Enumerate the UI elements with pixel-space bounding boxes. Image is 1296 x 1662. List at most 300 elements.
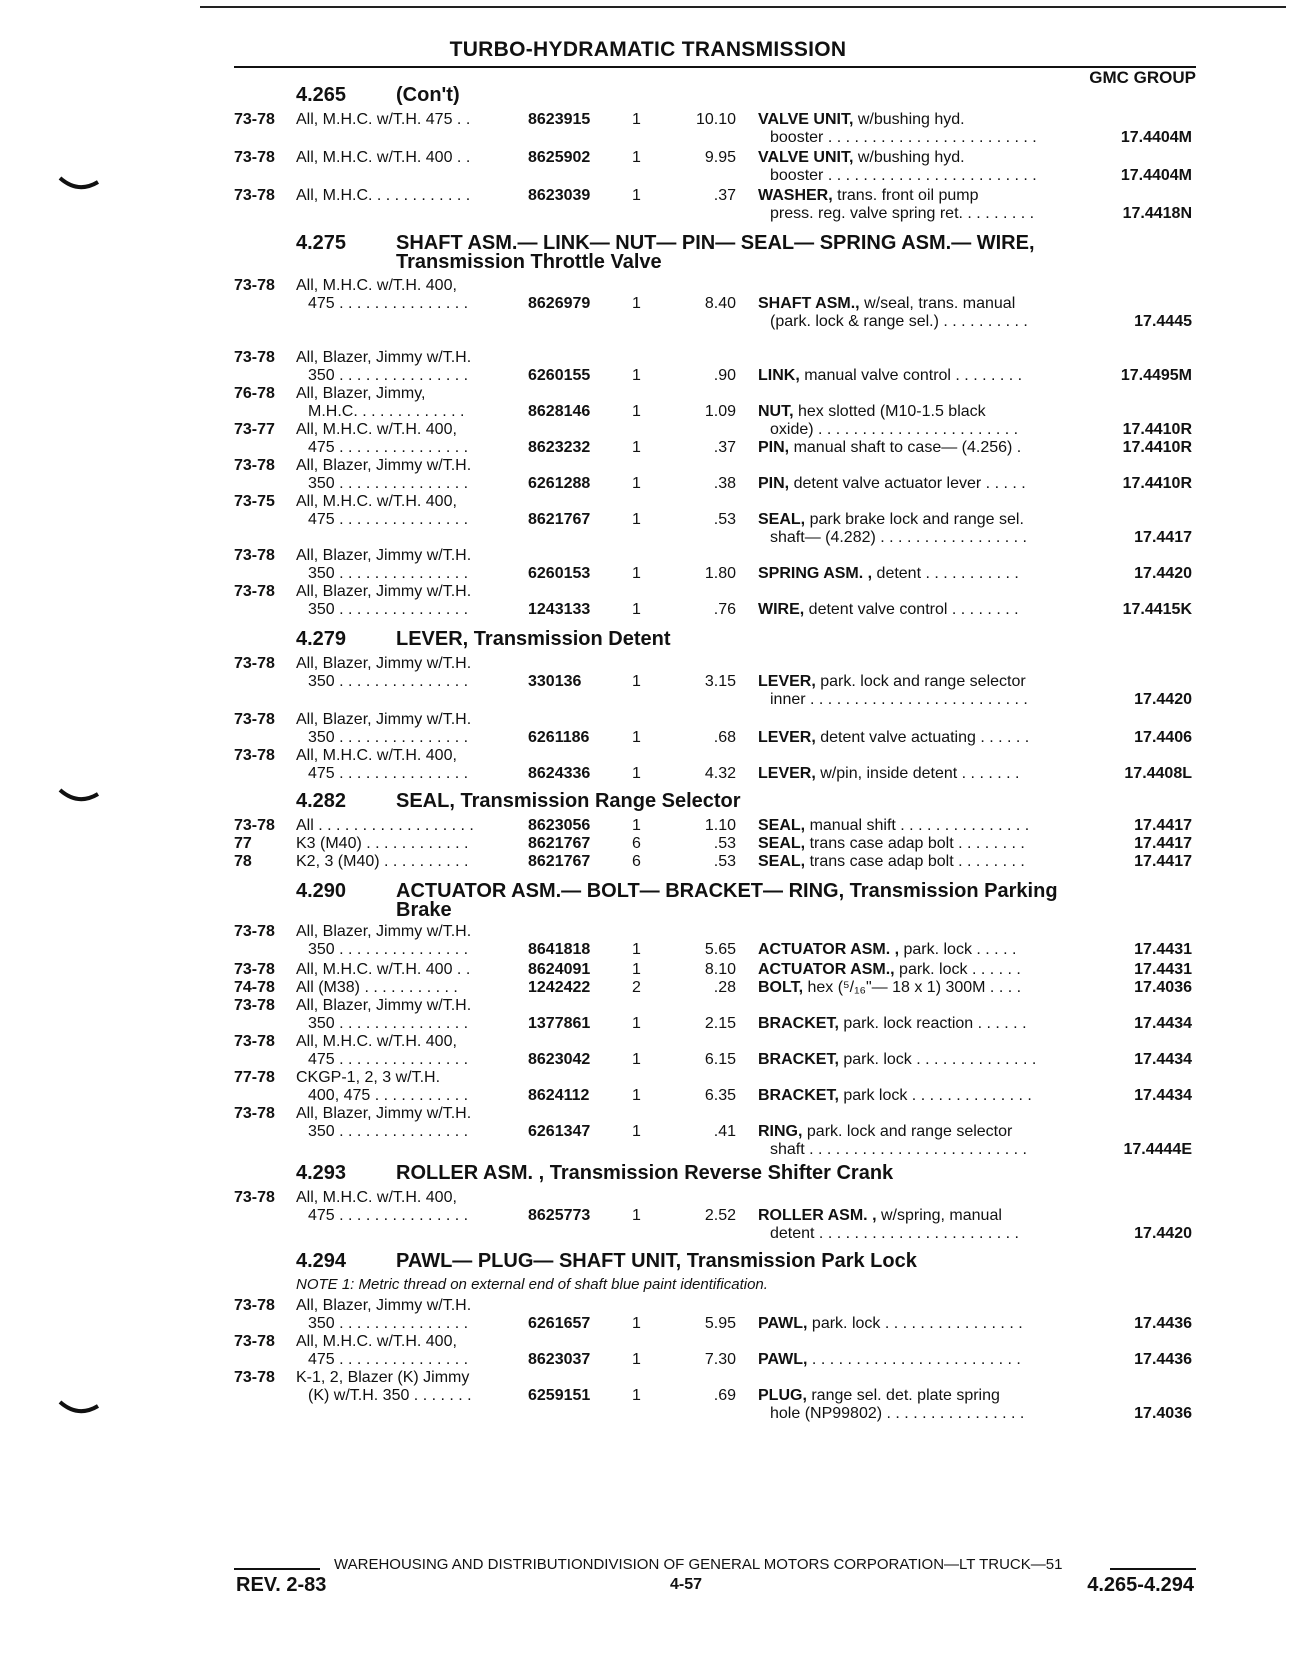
application: All, Blazer, Jimmy, bbox=[296, 385, 426, 402]
application-continued: 475 . . . . . . . . . . . . . . . bbox=[308, 511, 469, 528]
section-heading bbox=[0, 880, 1296, 921]
section-title: (Con't) bbox=[396, 84, 460, 106]
part-name: PAWL, bbox=[758, 1351, 808, 1368]
part-name: PIN, bbox=[758, 439, 790, 456]
application-continued: 350 . . . . . . . . . . . . . . . bbox=[308, 565, 469, 582]
part-number: 6260155 bbox=[528, 367, 591, 384]
part-detail: w/spring, manual bbox=[876, 1207, 1002, 1224]
description-continued: oxide) . . . . . . . . . . . . . . . . . . . . . . . bbox=[770, 421, 1019, 438]
quantity: 1 bbox=[632, 149, 641, 166]
quantity: 1 bbox=[632, 1051, 641, 1068]
part-number: 8623037 bbox=[528, 1351, 591, 1368]
model-years: 73-78 bbox=[234, 349, 275, 366]
quantity: 1 bbox=[632, 601, 641, 618]
description bbox=[758, 672, 1026, 691]
labor-code: 17.4415K bbox=[1122, 601, 1192, 618]
quantity: 1 bbox=[632, 511, 641, 528]
quantity: 1 bbox=[632, 403, 641, 420]
model-years: 74-78 bbox=[234, 979, 275, 996]
application: All (M38) . . . . . . . . . . . bbox=[296, 979, 458, 996]
part-detail: manual shift . . . . . . . . . . . . . . . bbox=[805, 817, 1030, 834]
model-years: 73-78 bbox=[234, 711, 275, 728]
description bbox=[758, 978, 1021, 997]
part-number: 8624112 bbox=[528, 1087, 590, 1104]
quantity: 1 bbox=[632, 1207, 641, 1224]
description bbox=[758, 438, 1021, 457]
application-continued: 475 . . . . . . . . . . . . . . . bbox=[308, 1207, 469, 1224]
price: 2.15 bbox=[704, 1015, 736, 1032]
part-row-line2 bbox=[0, 1314, 1296, 1333]
description bbox=[758, 1206, 1002, 1225]
footer-rule-right bbox=[1110, 1568, 1196, 1570]
part-number: 8623056 bbox=[528, 817, 591, 834]
price: .68 bbox=[713, 729, 736, 746]
price: .69 bbox=[713, 1387, 736, 1404]
part-row bbox=[0, 816, 1296, 835]
part-number: 8624091 bbox=[528, 961, 591, 978]
part-row bbox=[0, 456, 1296, 475]
part-number: 8621767 bbox=[528, 853, 591, 870]
section-title: PAWL— PLUG— SHAFT UNIT, Transmission Park Lock bbox=[396, 1250, 917, 1272]
section-number: 4.265 bbox=[296, 84, 347, 106]
model-years: 73-78 bbox=[234, 747, 275, 764]
description bbox=[758, 402, 986, 421]
part-row bbox=[0, 1032, 1296, 1051]
part-row-line2 bbox=[0, 1050, 1296, 1069]
price: 5.65 bbox=[704, 941, 736, 958]
price: .41 bbox=[713, 1123, 736, 1140]
part-name: BRACKET, bbox=[758, 1051, 839, 1068]
description bbox=[758, 940, 1016, 959]
application: All, M.H.C. w/T.H. 400, bbox=[296, 747, 457, 764]
part-number: 8626979 bbox=[528, 295, 591, 312]
application-continued: 350 . . . . . . . . . . . . . . . bbox=[308, 1315, 469, 1332]
section-title: SHAFT ASM.— LINK— NUT— PIN— SEAL— SPRING ASM.— WIRE, bbox=[396, 232, 1035, 254]
model-years: 76-78 bbox=[234, 385, 275, 402]
model-years: 73-78 bbox=[234, 923, 275, 940]
description bbox=[758, 960, 1021, 979]
labor-code: 17.4404M bbox=[1120, 129, 1192, 146]
application-continued: 350 . . . . . . . . . . . . . . . bbox=[308, 729, 469, 746]
quantity: 1 bbox=[632, 729, 641, 746]
section-number: 4.279 bbox=[296, 628, 347, 650]
description-continued: hole (NP99802) . . . . . . . . . . . . . . . . bbox=[770, 1405, 1025, 1422]
section-title: LEVER, Transmission Detent bbox=[396, 628, 671, 650]
application-continued: 350 . . . . . . . . . . . . . . . bbox=[308, 1123, 469, 1140]
part-name: ACTUATOR ASM., bbox=[758, 961, 895, 978]
labor-code: 17.4408L bbox=[1124, 765, 1192, 782]
part-row bbox=[0, 710, 1296, 729]
part-row bbox=[0, 348, 1296, 367]
section-number: 4.294 bbox=[296, 1250, 347, 1272]
part-number: 8641818 bbox=[528, 941, 591, 958]
labor-code: 17.4420 bbox=[1134, 565, 1192, 582]
application: All, Blazer, Jimmy w/T.H. bbox=[296, 711, 472, 728]
section-number: 4.275 bbox=[296, 232, 347, 254]
part-number: 8628146 bbox=[528, 403, 591, 420]
labor-code: 17.4444E bbox=[1123, 1141, 1192, 1158]
section-title-continued: Brake bbox=[396, 899, 452, 921]
labor-code: 17.4436 bbox=[1134, 1315, 1192, 1332]
part-number: 8623042 bbox=[528, 1051, 591, 1068]
application: All, Blazer, Jimmy w/T.H. bbox=[296, 655, 472, 672]
part-name: SEAL, bbox=[758, 853, 806, 870]
section-number: 4.290 bbox=[296, 880, 347, 902]
labor-code: 17.4495M bbox=[1120, 367, 1192, 384]
part-name: VALVE UNIT, bbox=[758, 149, 854, 166]
part-number: 8625902 bbox=[528, 149, 591, 166]
description-continued: booster . . . . . . . . . . . . . . . . . . . . . . . . bbox=[770, 129, 1037, 146]
application-continued: 400, 475 . . . . . . . . . . . bbox=[308, 1087, 469, 1104]
part-row bbox=[0, 546, 1296, 565]
part-name: PAWL, bbox=[758, 1315, 808, 1332]
part-detail: manual valve control . . . . . . . . bbox=[799, 367, 1023, 384]
model-years: 73-78 bbox=[234, 149, 275, 166]
price: 7.30 bbox=[704, 1351, 736, 1368]
part-row-line2 bbox=[0, 1386, 1296, 1405]
quantity: 6 bbox=[632, 835, 641, 852]
part-number: 8621767 bbox=[528, 835, 591, 852]
application: All, Blazer, Jimmy w/T.H. bbox=[296, 583, 472, 600]
labor-code: 17.4410R bbox=[1122, 475, 1192, 492]
price: 10.10 bbox=[695, 111, 736, 128]
description-continued: inner . . . . . . . . . . . . . . . . . . . . . . . . . bbox=[770, 691, 1028, 708]
section-heading bbox=[0, 1162, 1296, 1186]
price: .53 bbox=[713, 835, 736, 852]
model-years: 73-78 bbox=[234, 583, 275, 600]
application: K3 (M40) . . . . . . . . . . . . bbox=[296, 835, 469, 852]
application-continued: M.H.C. . . . . . . . . . . . . bbox=[308, 403, 465, 420]
model-years: 73-78 bbox=[234, 1297, 275, 1314]
part-row-line3 bbox=[0, 312, 1296, 331]
part-detail: trans case adap bolt . . . . . . . . bbox=[805, 835, 1025, 852]
model-years: 78 bbox=[234, 853, 252, 870]
application: K2, 3 (M40) . . . . . . . . . . bbox=[296, 853, 469, 870]
quantity: 6 bbox=[632, 853, 641, 870]
application-continued: 350 . . . . . . . . . . . . . . . bbox=[308, 673, 469, 690]
quantity: 2 bbox=[632, 979, 641, 996]
price: 6.15 bbox=[704, 1051, 736, 1068]
part-number: 1243133 bbox=[528, 601, 591, 618]
part-row bbox=[0, 978, 1296, 997]
labor-code: 17.4410R bbox=[1122, 421, 1192, 438]
model-years: 73-78 bbox=[234, 1189, 275, 1206]
description bbox=[758, 1350, 1021, 1369]
part-detail: detent valve actuating . . . . . . bbox=[815, 729, 1030, 746]
section-title: SEAL, Transmission Range Selector bbox=[396, 790, 741, 812]
labor-code: 17.4431 bbox=[1134, 941, 1192, 958]
part-detail: park. lock . . . . . bbox=[899, 941, 1017, 958]
model-years: 73-78 bbox=[234, 1333, 275, 1350]
price: 3.15 bbox=[704, 673, 736, 690]
application-continued: 475 . . . . . . . . . . . . . . . bbox=[308, 765, 469, 782]
part-number: 6261288 bbox=[528, 475, 591, 492]
description bbox=[758, 600, 1019, 619]
part-detail: park. lock . . . . . . . . . . . . . . bbox=[838, 1051, 1037, 1068]
section-heading bbox=[0, 84, 1296, 108]
application: All, Blazer, Jimmy w/T.H. bbox=[296, 349, 472, 366]
application: All, M.H.C. w/T.H. 400, bbox=[296, 493, 457, 510]
labor-code: 17.4417 bbox=[1134, 835, 1192, 852]
description bbox=[758, 1086, 1032, 1105]
part-row-line2 bbox=[0, 166, 1296, 185]
quantity: 1 bbox=[632, 1015, 641, 1032]
labor-code: 17.4434 bbox=[1134, 1015, 1192, 1032]
footer-rule-left bbox=[234, 1568, 320, 1570]
price: .37 bbox=[713, 439, 736, 456]
labor-code: 17.4418N bbox=[1122, 205, 1192, 222]
part-name: SEAL, bbox=[758, 835, 806, 852]
part-detail: w/seal, trans. manual bbox=[859, 295, 1016, 312]
part-row-line3 bbox=[0, 690, 1296, 709]
part-row bbox=[0, 492, 1296, 511]
model-years: 73-77 bbox=[234, 421, 275, 438]
price: 6.35 bbox=[704, 1087, 736, 1104]
section-heading bbox=[0, 628, 1296, 652]
part-row bbox=[0, 922, 1296, 941]
description bbox=[758, 728, 1029, 747]
application-continued: 350 . . . . . . . . . . . . . . . bbox=[308, 367, 469, 384]
description bbox=[758, 764, 1019, 783]
part-detail: detent valve control . . . . . . . . bbox=[804, 601, 1019, 618]
quantity: 1 bbox=[632, 565, 641, 582]
part-number: 6260153 bbox=[528, 565, 591, 582]
part-name: PLUG, bbox=[758, 1387, 807, 1404]
application: All, M.H.C. w/T.H. 400, bbox=[296, 277, 457, 294]
application: All, M.H.C. w/T.H. 400, bbox=[296, 1189, 457, 1206]
part-row-line2 bbox=[0, 438, 1296, 457]
part-name: BOLT, bbox=[758, 979, 804, 996]
labor-code: 17.4434 bbox=[1134, 1087, 1192, 1104]
part-number: 6261186 bbox=[528, 729, 590, 746]
description-continued: (park. lock & range sel.) . . . . . . . . . . bbox=[770, 313, 1028, 330]
part-detail: . . . . . . . . . . . . . . . . . . . . . . . . bbox=[807, 1351, 1021, 1368]
part-row-line2 bbox=[0, 402, 1296, 421]
model-years: 73-78 bbox=[234, 817, 275, 834]
application-continued: 475 . . . . . . . . . . . . . . . bbox=[308, 295, 469, 312]
part-row-line2 bbox=[0, 672, 1296, 691]
part-row-line2 bbox=[0, 510, 1296, 529]
part-row-line2 bbox=[0, 1014, 1296, 1033]
description bbox=[758, 366, 1022, 385]
application-continued: 475 . . . . . . . . . . . . . . . bbox=[308, 439, 469, 456]
part-row bbox=[0, 996, 1296, 1015]
model-years: 73-78 bbox=[234, 111, 275, 128]
application: All, Blazer, Jimmy w/T.H. bbox=[296, 923, 472, 940]
part-number: 6259151 bbox=[528, 1387, 591, 1404]
part-name: ACTUATOR ASM. , bbox=[758, 941, 900, 958]
part-row bbox=[0, 276, 1296, 295]
section-number: 4.293 bbox=[296, 1162, 347, 1184]
part-detail: park. lock . . . . . . . . . . . . . . . . bbox=[807, 1315, 1023, 1332]
application: K-1, 2, Blazer (K) Jimmy bbox=[296, 1369, 470, 1386]
application: All, Blazer, Jimmy w/T.H. bbox=[296, 547, 472, 564]
quantity: 1 bbox=[632, 439, 641, 456]
quantity: 1 bbox=[632, 187, 641, 204]
part-row-line2 bbox=[0, 204, 1296, 223]
part-row-line3 bbox=[0, 1140, 1296, 1159]
quantity: 1 bbox=[632, 295, 641, 312]
part-row bbox=[0, 1068, 1296, 1087]
part-row-line2 bbox=[0, 1122, 1296, 1141]
quantity: 1 bbox=[632, 111, 641, 128]
description bbox=[758, 834, 1025, 853]
price: 1.80 bbox=[704, 565, 736, 582]
part-name: PIN, bbox=[758, 475, 790, 492]
part-detail: park. lock reaction . . . . . . bbox=[838, 1015, 1027, 1032]
part-row bbox=[0, 1188, 1296, 1207]
description bbox=[758, 816, 1029, 835]
labor-code: 17.4036 bbox=[1134, 1405, 1192, 1422]
part-number: 8623232 bbox=[528, 439, 591, 456]
model-years: 73-78 bbox=[234, 277, 275, 294]
labor-code: 17.4036 bbox=[1134, 979, 1192, 996]
price: 8.40 bbox=[704, 295, 736, 312]
part-detail: detent valve actuator lever . . . . . bbox=[789, 475, 1026, 492]
labor-code: 17.4406 bbox=[1134, 729, 1192, 746]
part-detail: w/pin, inside detent . . . . . . . bbox=[815, 765, 1020, 782]
application-continued: 350 . . . . . . . . . . . . . . . bbox=[308, 601, 469, 618]
description-continued: booster . . . . . . . . . . . . . . . . . . . . . . . . bbox=[770, 167, 1037, 184]
footer-text: WAREHOUSING AND DISTRIBUTIONDIVISION OF GENERAL MOTORS CORPORATION—LT TRUCK—51 bbox=[334, 1556, 1063, 1573]
part-number: 6261347 bbox=[528, 1123, 591, 1140]
section-title: ACTUATOR ASM.— BOLT— BRACKET— RING, Transmission Parking bbox=[396, 880, 1058, 902]
quantity: 1 bbox=[632, 1123, 641, 1140]
model-years: 77-78 bbox=[234, 1069, 275, 1086]
part-name: LINK, bbox=[758, 367, 800, 384]
description bbox=[758, 510, 1024, 529]
part-name: RING, bbox=[758, 1123, 803, 1140]
part-row bbox=[0, 654, 1296, 673]
part-row bbox=[0, 1332, 1296, 1351]
section-heading bbox=[0, 790, 1296, 814]
part-row-line2 bbox=[0, 564, 1296, 583]
application-continued: 350 . . . . . . . . . . . . . . . bbox=[308, 475, 469, 492]
description bbox=[758, 294, 1015, 313]
part-detail: park. lock and range selector bbox=[802, 1123, 1013, 1140]
model-years: 73-78 bbox=[234, 457, 275, 474]
part-row bbox=[0, 582, 1296, 601]
labor-code: 17.4417 bbox=[1134, 853, 1192, 870]
part-row bbox=[0, 384, 1296, 403]
part-row-line2 bbox=[0, 294, 1296, 313]
part-name: WIRE, bbox=[758, 601, 805, 618]
model-years: 73-78 bbox=[234, 1033, 275, 1050]
quantity: 1 bbox=[632, 1351, 641, 1368]
part-row bbox=[0, 1368, 1296, 1387]
model-years: 73-78 bbox=[234, 655, 275, 672]
part-row bbox=[0, 1104, 1296, 1123]
quantity: 1 bbox=[632, 1087, 641, 1104]
part-row-line2 bbox=[0, 1086, 1296, 1105]
application-continued: 350 . . . . . . . . . . . . . . . bbox=[308, 941, 469, 958]
price: .37 bbox=[713, 187, 736, 204]
part-number: 1242422 bbox=[528, 979, 591, 996]
application: All, Blazer, Jimmy w/T.H. bbox=[296, 457, 472, 474]
part-detail: range sel. det. plate spring bbox=[806, 1387, 1000, 1404]
part-name: SEAL, bbox=[758, 511, 806, 528]
part-row bbox=[0, 834, 1296, 853]
part-row bbox=[0, 420, 1296, 439]
price: .53 bbox=[713, 511, 736, 528]
part-number: 8624336 bbox=[528, 765, 591, 782]
part-name: VALVE UNIT, bbox=[758, 111, 854, 128]
application: All . . . . . . . . . . . . . . . . . . bbox=[296, 817, 474, 834]
application: All, Blazer, Jimmy w/T.H. bbox=[296, 997, 472, 1014]
application: All, M.H.C. w/T.H. 475 . . bbox=[296, 111, 471, 128]
part-name: NUT, bbox=[758, 403, 794, 420]
model-years: 73-78 bbox=[234, 1369, 275, 1386]
application: All, M.H.C. . . . . . . . . . . . bbox=[296, 187, 471, 204]
part-row-line2 bbox=[0, 1206, 1296, 1225]
labor-code: 17.4404M bbox=[1120, 167, 1192, 184]
labor-code: 17.4420 bbox=[1134, 691, 1192, 708]
description bbox=[758, 186, 979, 205]
part-detail: park. lock and range selector bbox=[815, 673, 1026, 690]
section-title-continued: Transmission Throttle Valve bbox=[396, 251, 662, 273]
part-row-line2 bbox=[0, 940, 1296, 959]
part-detail: w/bushing hyd. bbox=[853, 149, 965, 166]
part-detail: hex slotted (M10-1.5 black bbox=[793, 403, 986, 420]
quantity: 1 bbox=[632, 673, 641, 690]
part-name: BRACKET, bbox=[758, 1087, 839, 1104]
part-name: SEAL, bbox=[758, 817, 806, 834]
section-heading bbox=[0, 232, 1296, 273]
description-continued: shaft— (4.282) . . . . . . . . . . . . . . . . . bbox=[770, 529, 1027, 546]
price: .76 bbox=[713, 601, 736, 618]
application: All, Blazer, Jimmy w/T.H. bbox=[296, 1105, 472, 1122]
description-continued: detent . . . . . . . . . . . . . . . . . . . . . . . bbox=[770, 1225, 1019, 1242]
quantity: 1 bbox=[632, 817, 641, 834]
quantity: 1 bbox=[632, 367, 641, 384]
part-name: BRACKET, bbox=[758, 1015, 839, 1032]
part-row bbox=[0, 852, 1296, 871]
part-row-line2 bbox=[0, 474, 1296, 493]
page-number: 4-57 bbox=[670, 1576, 703, 1593]
application-continued: 475 . . . . . . . . . . . . . . . bbox=[308, 1051, 469, 1068]
description bbox=[758, 1386, 1000, 1405]
part-row bbox=[0, 186, 1296, 205]
part-row-line2 bbox=[0, 764, 1296, 783]
labor-code: 17.4420 bbox=[1134, 1225, 1192, 1242]
model-years: 73-78 bbox=[234, 187, 275, 204]
page-title: TURBO-HYDRAMATIC TRANSMISSION bbox=[449, 38, 847, 61]
part-row bbox=[0, 960, 1296, 979]
price: 5.95 bbox=[704, 1315, 736, 1332]
part-number: 8621767 bbox=[528, 511, 591, 528]
application: All, Blazer, Jimmy w/T.H. bbox=[296, 1297, 472, 1314]
price: .28 bbox=[713, 979, 736, 996]
price: .53 bbox=[713, 853, 736, 870]
application-continued: 350 . . . . . . . . . . . . . . . bbox=[308, 1015, 469, 1032]
part-row-line3 bbox=[0, 1404, 1296, 1423]
price: .90 bbox=[713, 367, 736, 384]
model-years: 73-78 bbox=[234, 997, 275, 1014]
application-continued: 475 . . . . . . . . . . . . . . . bbox=[308, 1351, 469, 1368]
part-name: ROLLER ASM. , bbox=[758, 1207, 877, 1224]
part-detail: hex (⁵/₁₆"— 18 x 1) 300M . . . . bbox=[803, 979, 1022, 996]
price: 4.32 bbox=[704, 765, 736, 782]
description bbox=[758, 1014, 1027, 1033]
revision-label: REV. 2-83 bbox=[236, 1574, 327, 1596]
description bbox=[758, 1122, 1012, 1141]
price: 2.52 bbox=[704, 1207, 736, 1224]
part-detail: park. lock . . . . . . bbox=[894, 961, 1021, 978]
description bbox=[758, 110, 965, 129]
labor-code: 17.4431 bbox=[1134, 961, 1192, 978]
application: CKGP-1, 2, 3 w/T.H. bbox=[296, 1069, 441, 1086]
part-row bbox=[0, 1296, 1296, 1315]
